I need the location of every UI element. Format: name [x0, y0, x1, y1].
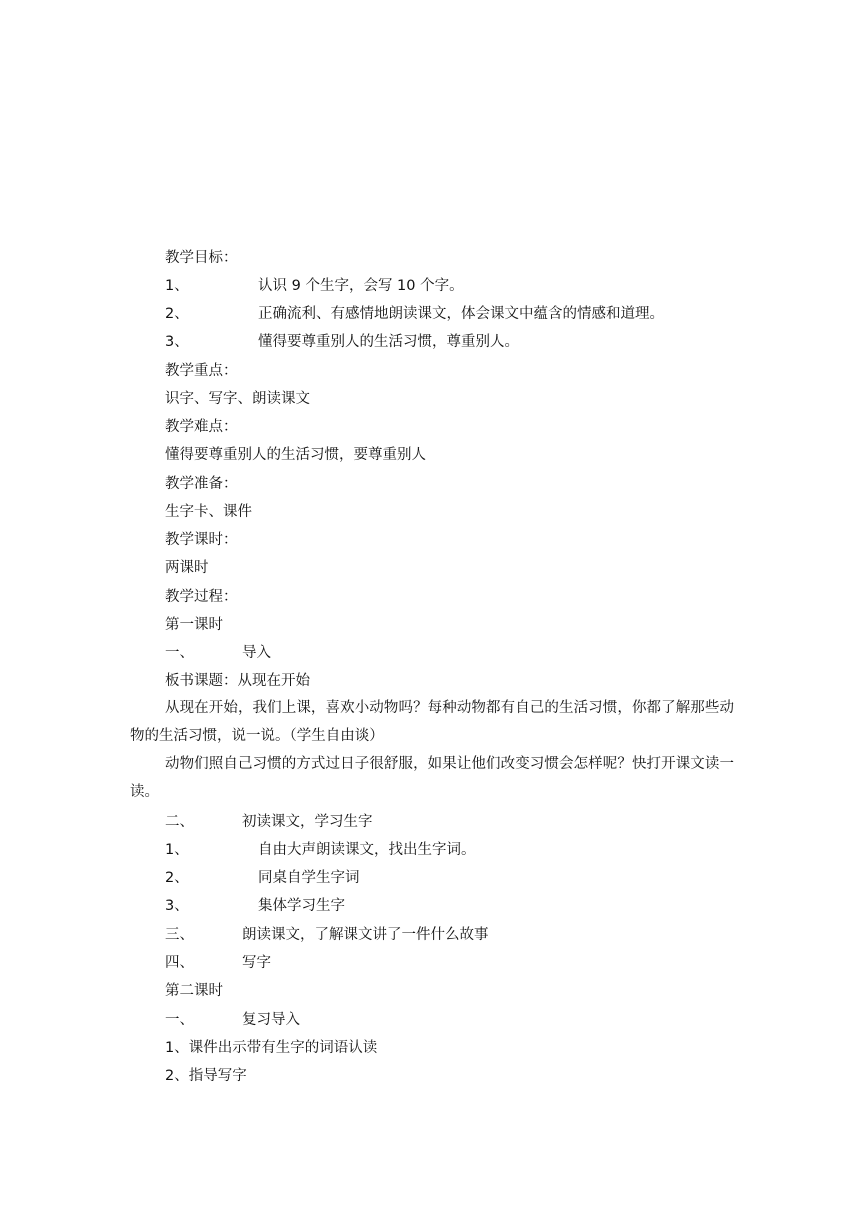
difficulties-heading: 教学难点： — [165, 419, 238, 435]
preparation-text: 生字卡、课件 — [165, 504, 252, 520]
paragraph: 动物们照自己习惯的方式过日子很舒服，如果让他们改变习惯会怎样呢？快打开课文读一读。 — [130, 756, 734, 800]
section-number: 一、 — [165, 1012, 194, 1028]
preparation-heading: 教学准备： — [165, 476, 238, 492]
list-number: 1、 — [165, 842, 189, 858]
objective-text: 认识 9 个生字，会写 10 个字。 — [258, 278, 464, 294]
objectives-heading: 教学目标： — [165, 250, 238, 266]
section-number: 二、 — [165, 814, 194, 830]
lesson1-title: 第一课时 — [165, 617, 223, 633]
section-text: 朗读课文，了解课文讲了一件什么故事 — [242, 927, 489, 943]
board-title: 板书课题：从现在开始 — [165, 673, 310, 689]
section-text: 初读课文，学习生字 — [242, 814, 373, 830]
section-text: 写字 — [242, 955, 271, 971]
class-hours-text: 两课时 — [165, 560, 209, 576]
list-text: 同桌自学生字词 — [258, 870, 360, 886]
key-points-text: 识字、写字、朗读课文 — [165, 391, 310, 407]
section-number: 一、 — [165, 645, 194, 661]
list-text: 自由大声朗读课文，找出生字词。 — [258, 842, 476, 858]
section-text: 复习导入 — [242, 1012, 300, 1028]
objective-number: 2、 — [165, 306, 189, 322]
difficulties-text: 懂得要尊重别人的生活习惯，要尊重别人 — [165, 447, 426, 463]
section-number: 三、 — [165, 927, 194, 943]
lesson2-title: 第二课时 — [165, 983, 223, 999]
objective-number: 1、 — [165, 278, 189, 294]
objective-text: 正确流利、有感情地朗读课文，体会课文中蕴含的情感和道理。 — [258, 306, 664, 322]
class-hours-heading: 教学课时： — [165, 532, 238, 548]
list-number: 2、 — [165, 870, 189, 886]
list-item: 2、指导写字 — [165, 1068, 247, 1084]
list-text: 集体学习生字 — [258, 898, 345, 914]
list-number: 3、 — [165, 898, 189, 914]
section-text: 导入 — [242, 645, 271, 661]
key-points-heading: 教学重点： — [165, 363, 238, 379]
section-number: 四、 — [165, 955, 194, 971]
process-heading: 教学过程： — [165, 589, 238, 605]
objective-text: 懂得要尊重别人的生活习惯，尊重别人。 — [258, 334, 519, 350]
objective-number: 3、 — [165, 334, 189, 350]
paragraph: 从现在开始，我们上课，喜欢小动物吗？每种动物都有自己的生活习惯，你都了解那些动物的生活习惯，说一说。（学生自由谈） — [130, 700, 734, 744]
list-item: 1、课件出示带有生字的词语认读 — [165, 1040, 378, 1056]
